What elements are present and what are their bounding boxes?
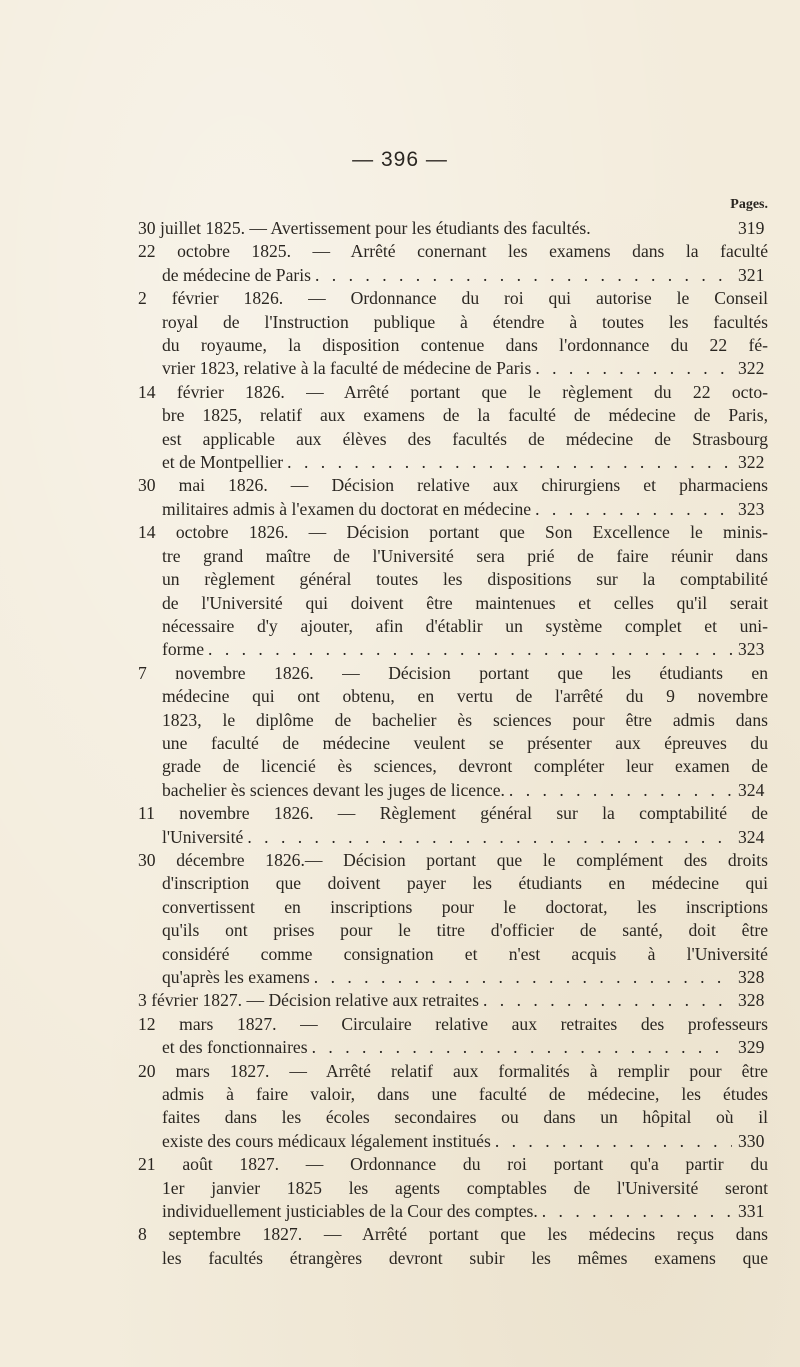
entry-text: de médecine de Paris xyxy=(162,264,311,285)
entry-last-line xyxy=(138,451,768,474)
entry-line: faites dans les écoles secondaires ou dans un hôpital où il xyxy=(162,1107,768,1128)
toc-entry xyxy=(138,1060,768,1154)
dot-leader xyxy=(531,498,732,521)
dot-leader xyxy=(243,826,732,849)
page-reference: 319 xyxy=(738,218,765,238)
page-reference: 330 xyxy=(738,1130,765,1151)
page-reference: 323 xyxy=(738,498,765,519)
dot-leader xyxy=(505,779,732,802)
toc-entry xyxy=(138,662,768,802)
entry-last-line xyxy=(138,498,768,521)
page-reference: 322 xyxy=(738,358,765,379)
entry-line: qu'ils ont prises pour le titre d'officier de santé, doit être xyxy=(162,920,768,941)
entry-line: une faculté de médecine veulent se présenter aux épreuves du xyxy=(162,732,768,753)
page-reference: 328 xyxy=(738,967,765,987)
toc-entry xyxy=(138,1153,768,1223)
toc-entry xyxy=(138,802,768,849)
entry-last-line xyxy=(138,638,768,661)
dot-leader xyxy=(538,1200,732,1223)
dot-leader xyxy=(311,264,732,287)
entry-line: 20 mars 1827. — Arrêté relatif aux formalités à remplir pour être xyxy=(138,1060,768,1081)
toc-entry xyxy=(138,1223,768,1270)
entry-line: 14 octobre 1826. — Décision portant que Son Excellence le minis- xyxy=(138,522,768,543)
entry-line: 22 octobre 1825. — Arrêté conernant les examens dans la faculté xyxy=(138,241,768,262)
entry-text: qu'après les examens xyxy=(162,967,310,987)
entry-last-line xyxy=(138,989,768,1012)
entry-text: forme xyxy=(162,639,205,660)
table-of-contents xyxy=(138,217,768,1270)
dot-leader xyxy=(310,966,732,989)
entry-line: 7 novembre 1826. — Décision portant que les étudiants en xyxy=(138,662,768,683)
entry-line: admis à faire valoir, dans une faculté de médecine, les études xyxy=(162,1084,768,1105)
entry-line: tre grand maître de l'Université sera prié de faire réunir dans xyxy=(162,545,768,566)
entry-line: médecine qui ont obtenu, en vertu de l'arrêté du 9 novembre xyxy=(162,686,768,707)
entry-line: 30 décembre 1826.— Décision portant que le complément des droits xyxy=(138,849,768,870)
entry-line: convertissent en inscriptions pour le doctorat, les inscriptions xyxy=(162,896,768,917)
entry-last-line xyxy=(138,966,768,989)
entry-line: 11 novembre 1826. — Règlement général sur la comptabilité de xyxy=(138,803,768,824)
page-reference: 321 xyxy=(738,264,765,285)
entry-text: 3 février 1827. — Décision relative aux retraites xyxy=(138,990,479,1011)
entry-line: 1er janvier 1825 les agents comptables de l'Université seront xyxy=(162,1177,768,1198)
entry-text: individuellement justiciables de la Cour des comptes. xyxy=(162,1201,538,1222)
toc-entry xyxy=(138,989,768,1012)
toc-entry xyxy=(138,287,768,381)
entry-last-line xyxy=(138,779,768,802)
page-reference: 329 xyxy=(738,1037,765,1058)
dot-leader xyxy=(204,638,732,661)
entry-text: l'Université xyxy=(162,826,244,847)
entry-line: royal de l'Instruction publique à étendre à toutes les facultés xyxy=(162,311,768,332)
dot-leader xyxy=(308,1036,732,1059)
toc-entry xyxy=(138,217,768,240)
toc-entry xyxy=(138,521,768,661)
dot-leader xyxy=(479,989,732,1012)
entry-text: vrier 1823, relative à la faculté de médecine de Paris xyxy=(162,358,532,379)
toc-entry xyxy=(138,474,768,521)
toc-entry xyxy=(138,240,768,287)
entry-line: 1823, le diplôme de bachelier ès sciences pour être admis dans xyxy=(162,709,768,730)
pages-column-label: Pages. xyxy=(730,197,768,212)
entry-line: 8 septembre 1827. — Arrêté portant que les médecins reçus dans xyxy=(138,1224,768,1245)
toc-entry xyxy=(138,381,768,475)
dot-leader xyxy=(491,1130,732,1153)
page-reference: 331 xyxy=(738,1201,765,1222)
page-reference: 324 xyxy=(738,826,765,847)
entry-line xyxy=(138,217,768,240)
entry-line: d'inscription que doivent payer les étudiants en médecine qui xyxy=(162,873,768,894)
entry-text: existe des cours médicaux légalement institués xyxy=(162,1130,491,1151)
page-reference: 323 xyxy=(738,639,765,660)
entry-line: grade de licencié ès sciences, devront compléter leur examen de xyxy=(162,756,768,777)
page-reference: 322 xyxy=(738,452,765,473)
entry-line: 30 mai 1826. — Décision relative aux chirurgiens et pharmaciens xyxy=(138,475,768,496)
entry-line: bre 1825, relatif aux examens de la faculté de médecine de Paris, xyxy=(162,405,768,426)
dot-leader xyxy=(531,357,732,380)
entry-text: bachelier ès sciences devant les juges de licence. xyxy=(162,779,505,800)
page-reference: 328 xyxy=(738,990,765,1011)
dot-leader xyxy=(283,451,732,474)
entry-line: de l'Université qui doivent être maintenues et celles qu'il serait xyxy=(162,592,768,613)
entry-text: et de Montpellier xyxy=(162,452,284,473)
entry-last-line xyxy=(138,1036,768,1059)
page-reference: 324 xyxy=(738,779,765,800)
entry-text: 30 juillet 1825. — Avertissement pour les étudiants des facultés. xyxy=(138,218,591,238)
entry-line: les facultés étrangères devront subir les mêmes examens que xyxy=(162,1247,768,1268)
entry-line: 21 août 1827. — Ordonnance du roi portant qu'a partir du xyxy=(138,1154,768,1175)
toc-entry xyxy=(138,1013,768,1060)
toc-entry xyxy=(138,849,768,989)
entry-line: du royaume, la disposition contenue dans l'ordonnance du 22 fé- xyxy=(162,335,768,356)
page-number: — 396 — xyxy=(352,148,448,171)
entry-last-line xyxy=(138,1200,768,1223)
entry-last-line xyxy=(138,357,768,380)
entry-line: 2 février 1826. — Ordonnance du roi qui autorise le Conseil xyxy=(138,288,768,309)
entry-line: un règlement général toutes les dispositions sur la comptabilité xyxy=(162,569,768,590)
entry-line: est applicable aux élèves des facultés de médecine de Strasbourg xyxy=(162,428,768,449)
entry-last-line xyxy=(138,264,768,287)
entry-line: 14 février 1826. — Arrêté portant que le règlement du 22 octo- xyxy=(138,381,768,402)
entry-text: militaires admis à l'examen du doctorat en médecine xyxy=(162,498,532,519)
entry-line: 12 mars 1827. — Circulaire relative aux retraites des professeurs xyxy=(138,1013,768,1034)
entry-line: considéré comme consignation et n'est acquis à l'Université xyxy=(162,943,768,964)
entry-text: et des fonctionnaires xyxy=(162,1037,308,1058)
entry-last-line xyxy=(138,826,768,849)
entry-line: nécessaire d'y ajouter, afin d'établir un système complet et uni- xyxy=(162,615,768,636)
entry-last-line xyxy=(138,1130,768,1153)
